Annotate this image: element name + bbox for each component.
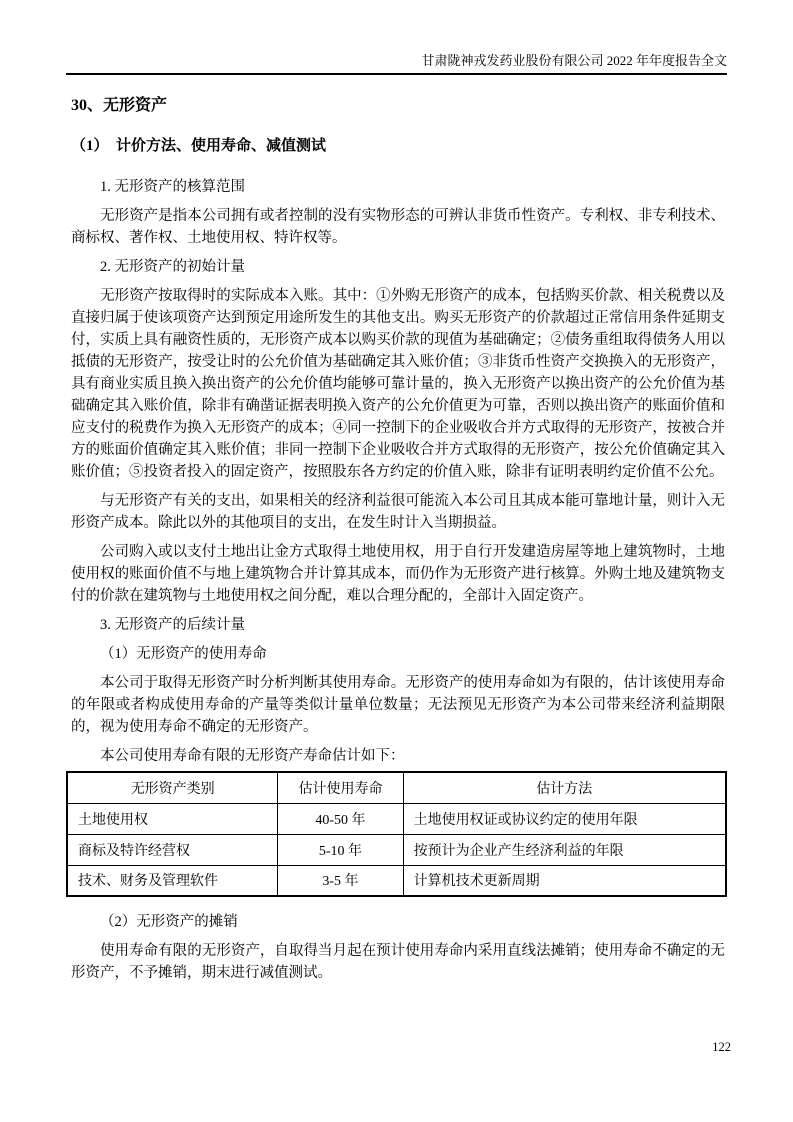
table-header-cell: 无形资产类别: [67, 772, 278, 803]
table-cell: 计算机技术更新周期: [403, 865, 726, 896]
table-row: [67, 803, 726, 834]
paragraph: 本公司使用寿命有限的无形资产寿命估计如下：: [100, 748, 405, 764]
table-cell: 土地使用权证或协议约定的使用年限: [403, 803, 726, 834]
table-row: [67, 865, 726, 896]
table-cell: 商标及特许经营权: [67, 834, 278, 865]
table-cell: 3-5 年: [278, 865, 403, 896]
paragraph: 本公司于取得无形资产时分析判断其使用寿命。无形资产的使用寿命如为有限的，估计该使用寿命的年限或者构成使用寿命的产量等类似计量单位数量；无法预见无形资产为本公司带来经济利益期限的，视为使用寿命不确定的无形资产。: [71, 675, 725, 735]
section-heading: 30、无形资产: [71, 97, 168, 114]
paragraph: 公司购入或以支付土地出让金方式取得土地使用权，用于自行开发建造房屋等地上建筑物时，土地使用权的账面价值不与地上建筑物合并计算其成本，而仍作为无形资产进行核算。外购土地及建筑物支付的价款在建筑物与土地使用权之间分配，难以合理分配的，全部计入固定资产。: [71, 544, 725, 604]
paragraph: 无形资产按取得时的实际成本入账。其中：①外购无形资产的成本，包括购买价款、相关税费以及直接归属于使该项资产达到预定用途所发生的其他支出。购买无形资产的价款超过正常信用条件延期支付，实质上具有融资性质的，无形资产成本以购买价款的现值为基础确定；②债务重组取得债务人用以抵债的无形资产，按受让时的公允价值为基础确定其入账价值；③非货币性资产交换换入的无形资产，具有商业实质且换入换出资产的公允价值均能够可靠计量的，换入无形资产以换出资产的公允价值为基础确定其入账价值，除非有确凿证据表明换入资产的公允价值更为可靠，否则以换出资产的账面价值和应支付的税费作为换入无形资产的成本；④同一控制下的企业吸收合并方式取得的无形资产，按被合并方的账面价值确定其入账价值；非同一控制下企业吸收合并方式取得的无形资产，按公允价值确定其入账价值；⑤投资者投入的固定资产，按照股东各方约定的价值入账，除非有证明表明约定价值不公允。: [71, 288, 725, 480]
paragraph: 使用寿命有限的无形资产，自取得当月起在预计使用寿命内采用直线法摊销；使用寿命不确定的无形资产，不予摊销，期末进行减值测试。: [71, 943, 725, 981]
item-heading: （2）无形资产的摊销: [100, 914, 238, 930]
item-heading: 2. 无形资产的初始计量: [100, 259, 245, 275]
table-row: [67, 834, 726, 865]
header-title: 甘肃陇神戎发药业股份有限公司 2022 年年度报告全文: [421, 53, 727, 68]
page-content: [66, 53, 727, 984]
table-header-cell: 估计方法: [403, 772, 726, 803]
item-heading: （1）无形资产的使用寿命: [100, 646, 267, 662]
page-header: [66, 53, 727, 75]
table-cell: 技术、财务及管理软件: [67, 865, 278, 896]
paragraph: 无形资产是指本公司拥有或者控制的没有实物形态的可辨认非货币性资产。专利权、非专利技术、商标权、著作权、土地使用权、特许权等。: [71, 208, 725, 246]
item-heading: 3. 无形资产的后续计量: [100, 617, 245, 633]
page-number: 122: [712, 1040, 731, 1054]
table-header-cell: 估计使用寿命: [278, 772, 403, 803]
table-cell: 土地使用权: [67, 803, 278, 834]
item-heading: 1. 无形资产的核算范围: [100, 179, 245, 195]
useful-life-table: [66, 771, 727, 897]
table-cell: 按预计为企业产生经济利益的年限: [403, 834, 726, 865]
table-header-row: [67, 772, 726, 803]
subsection-heading: （1） 计价方法、使用寿命、减值测试: [71, 138, 327, 154]
table-cell: 5-10 年: [278, 834, 403, 865]
table-cell: 40-50 年: [278, 803, 403, 834]
paragraph: 与无形资产有关的支出，如果相关的经济利益很可能流入本公司且其成本能可靠地计量，则计入无形资产成本。除此以外的其他项目的支出，在发生时计入当期损益。: [71, 493, 725, 531]
